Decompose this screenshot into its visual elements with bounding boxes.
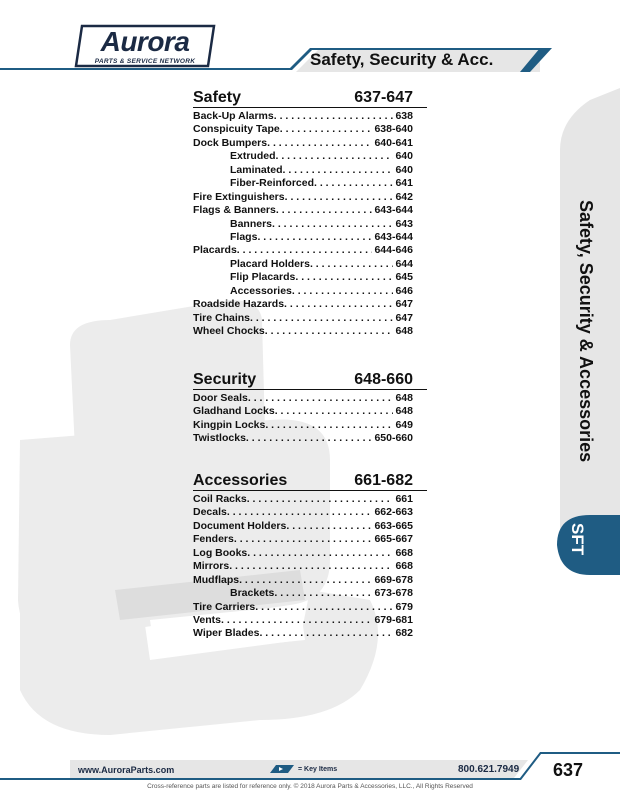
toc-entry-page: 647 xyxy=(395,311,413,324)
key-items-icon xyxy=(268,763,296,775)
toc-entry-page: 679-681 xyxy=(374,613,413,626)
toc-entry-page: 647 xyxy=(395,298,413,311)
toc-entry-page: 638-640 xyxy=(374,123,413,136)
toc-entry-page: 669-678 xyxy=(374,573,413,586)
toc-entry-label: Tire Chains xyxy=(193,311,250,324)
footer-key-legend: = Key Items xyxy=(298,766,338,773)
toc-entry-label: Conspicuity Tape xyxy=(193,123,280,136)
toc-entry-label: Placards xyxy=(193,244,237,257)
toc-entry-label: Gladhand Locks xyxy=(193,405,275,418)
toc-entry-label: Extruded xyxy=(230,150,276,163)
toc-entry-label: Tire Carriers xyxy=(193,600,256,613)
toc-entry-page: 649 xyxy=(395,418,413,431)
toc-entry-label: Fire Extinguishers xyxy=(193,190,285,203)
toc-entry-label: Kingpin Locks xyxy=(193,418,266,431)
toc-entry-label: Back-Up Alarms xyxy=(193,110,274,122)
toc-entry-page: 643-644 xyxy=(374,204,413,217)
toc-entry-page: 645 xyxy=(395,271,413,284)
toc-entry-page: 650-660 xyxy=(374,432,413,445)
toc-entry-label: Roadside Hazards xyxy=(193,298,285,311)
toc-entry-label: Flip Placards xyxy=(230,271,296,284)
footer-phone: 800.621.7949 xyxy=(458,764,520,775)
toc-entry-page: 648 xyxy=(395,325,413,337)
footer-website[interactable]: www.AuroraParts.com xyxy=(78,765,175,775)
toc-entry-page: 646 xyxy=(395,284,413,297)
toc-entry-page: 663-665 xyxy=(374,519,413,532)
toc-entry-page: 642 xyxy=(395,190,413,203)
toc-entry-label: Twistlocks xyxy=(193,432,246,445)
toc-entry-page: 643-644 xyxy=(374,230,413,243)
section-name: Safety xyxy=(193,89,242,106)
toc-entry-page: 682 xyxy=(395,627,413,640)
toc-entry-page: 644-646 xyxy=(374,244,413,257)
toc-entry-page: 665-667 xyxy=(374,533,413,546)
toc-entry-page: 643 xyxy=(395,217,413,230)
toc-entry-page: 662-663 xyxy=(374,506,413,519)
toc-entry-label: Fenders xyxy=(193,533,234,546)
toc-entry-label: Accessories xyxy=(230,284,292,297)
logo-wordmark: Aurora xyxy=(100,26,190,57)
toc-entry-label: Dock Bumpers xyxy=(193,136,268,149)
section-page-range: 648-660 xyxy=(354,371,413,388)
toc-entry-page: 640-641 xyxy=(374,136,413,149)
page-number: 637 xyxy=(553,760,584,780)
toc-entry-label: Decals xyxy=(193,506,227,519)
toc-entry-page: 648 xyxy=(395,405,413,418)
section-name: Accessories xyxy=(193,472,288,489)
toc-entry-page: 644 xyxy=(395,257,413,270)
section-name: Security xyxy=(193,371,257,388)
logo-tagline: PARTS & SERVICE NETWORK xyxy=(94,58,196,65)
toc-entry-page: 640 xyxy=(395,163,413,176)
toc-entry-label: Door Seals xyxy=(193,392,248,404)
section-page-range: 637-647 xyxy=(354,89,413,106)
toc-entry-page: 673-678 xyxy=(374,587,413,600)
toc-entry-label: Flags xyxy=(230,230,258,243)
toc-entry-page: 668 xyxy=(395,546,413,559)
toc-entry-page: 668 xyxy=(395,560,413,573)
toc-entry-label: Brackets xyxy=(230,587,275,600)
toc-entry-label: Laminated xyxy=(230,163,283,176)
toc-entry-page: 641 xyxy=(395,177,413,190)
toc-entry-label: Mudflaps xyxy=(193,573,240,586)
toc-entry-label: Document Holders xyxy=(193,519,287,532)
toc-entry-label: Wheel Chocks xyxy=(193,325,265,337)
toc-entry-page: 661 xyxy=(395,493,413,505)
toc-entry-page: 648 xyxy=(395,392,413,404)
toc-entry-page: 640 xyxy=(395,150,413,163)
toc-entry-label: Wiper Blades xyxy=(193,627,260,640)
toc-entry-label: Placard Holders xyxy=(230,257,310,270)
toc-entry-label: Flags & Banners xyxy=(193,204,276,217)
toc-entry-label: Log Books xyxy=(193,546,248,559)
toc-entry-label: Fiber-Reinforced xyxy=(230,177,315,190)
toc-entry-page: 638 xyxy=(395,110,413,122)
footer-copyright: Cross-reference parts are listed for reference only. © 2018 Aurora Parts & Accessories, LLC., All Rights Reserved xyxy=(147,783,473,790)
toc-entry-label: Vents xyxy=(193,613,222,626)
toc-entry-label: Coil Racks xyxy=(193,493,247,505)
section-page-range: 661-682 xyxy=(354,472,413,489)
toc-entry-page: 679 xyxy=(395,600,413,613)
toc-entry-label: Mirrors xyxy=(193,560,230,573)
toc-entry-label: Banners xyxy=(230,217,273,230)
page-header-title: Safety, Security & Acc. xyxy=(310,50,494,69)
